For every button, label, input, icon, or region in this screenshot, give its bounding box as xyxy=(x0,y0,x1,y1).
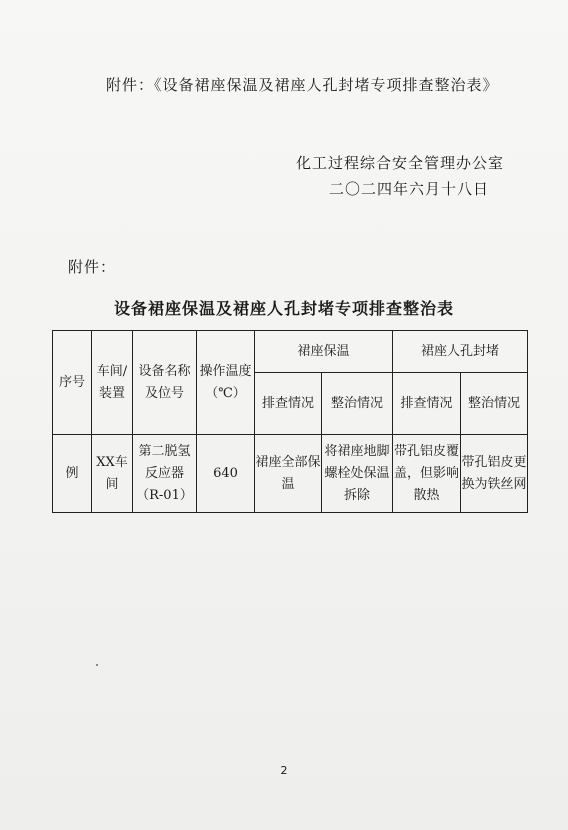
header-manhole-rectify: 整治情况 xyxy=(461,373,528,435)
header-skirt-manhole: 裙座人孔封堵 xyxy=(393,331,528,373)
header-temperature: 操作温度（℃） xyxy=(197,331,255,435)
attachment-reference: 附件：《设备裙座保温及裙座人孔封堵专项排查整治表》 xyxy=(106,76,499,94)
table-row xyxy=(53,435,528,513)
header-workshop: 车间/装置 xyxy=(92,331,133,435)
header-insulation-inspect: 排查情况 xyxy=(255,373,322,435)
header-index: 序号 xyxy=(53,331,92,435)
cell-workshop: XX车间 xyxy=(92,435,133,513)
cell-index: 例 xyxy=(53,435,92,513)
cell-insulation-rectify: 将裙座地脚螺栓处保温拆除 xyxy=(322,435,393,513)
header-manhole-inspect: 排查情况 xyxy=(393,373,461,435)
inspection-table xyxy=(52,330,528,513)
page-number: 2 xyxy=(280,764,288,777)
header-skirt-insulation: 裙座保温 xyxy=(255,331,393,373)
issuing-office: 化工过程综合安全管理办公室 xyxy=(296,154,505,172)
cell-insulation-inspect: 裙座全部保温 xyxy=(255,435,322,513)
cell-manhole-rectify: 带孔铝皮更换为铁丝网 xyxy=(461,435,528,513)
cell-temperature: 640 xyxy=(197,435,255,513)
scan-speck xyxy=(96,664,98,666)
cell-equipment: 第二脱氢反应器（R-01） xyxy=(133,435,197,513)
table-title: 设备裙座保温及裙座人孔封堵专项排查整治表 xyxy=(113,299,454,318)
header-equipment: 设备名称及位号 xyxy=(133,331,197,435)
attachment-label: 附件： xyxy=(68,258,117,276)
cell-manhole-inspect: 带孔铝皮覆盖，但影响散热 xyxy=(393,435,461,513)
header-insulation-rectify: 整治情况 xyxy=(322,373,393,435)
issue-date: 二〇二四年六月十八日 xyxy=(329,180,490,198)
